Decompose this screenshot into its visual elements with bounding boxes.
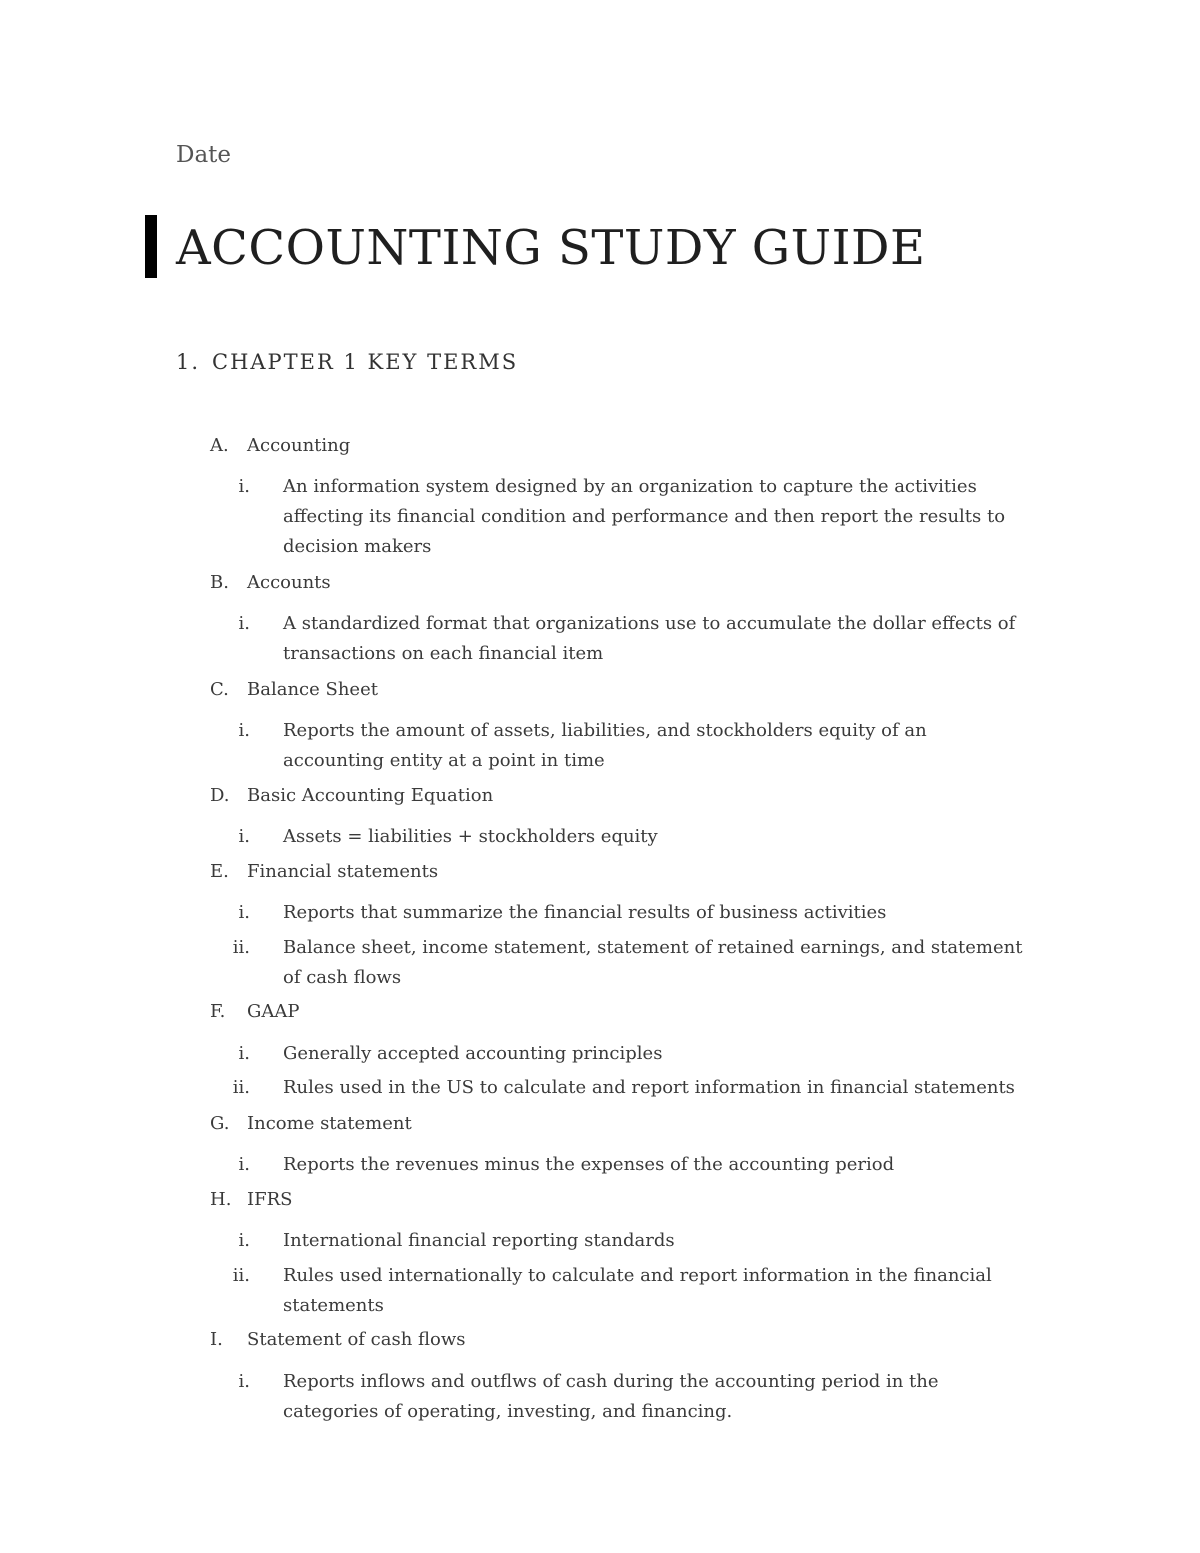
chapter-title: CHAPTER 1 KEY TERMS	[212, 350, 519, 374]
term-item	[210, 997, 300, 1027]
definition-item	[226, 609, 1026, 669]
term-label: Balance Sheet	[247, 679, 378, 700]
definition-item	[226, 898, 1026, 928]
definition-item	[226, 933, 1026, 993]
title-accent-bar	[145, 215, 157, 278]
definition-text: Balance sheet, income statement, statement of retained earnings, and statement of cash flows	[283, 937, 1023, 988]
definition-number: i.	[238, 613, 250, 634]
term-letter: A.	[210, 435, 229, 456]
definition-text: Rules used internationally to calculate and report information in the financial statements	[283, 1265, 992, 1316]
term-letter: C.	[210, 679, 229, 700]
term-item	[210, 1185, 292, 1215]
term-label: Accounting	[247, 435, 351, 456]
term-label: Basic Accounting Equation	[247, 785, 494, 806]
definition-number: i.	[238, 1154, 250, 1175]
definition-text: A standardized format that organizations use to accumulate the dollar effects of transactions on each financial item	[283, 613, 1016, 664]
chapter-heading	[176, 350, 518, 374]
definition-number: i.	[238, 476, 250, 497]
term-letter: D.	[210, 785, 230, 806]
document-title: ACCOUNTING STUDY GUIDE	[176, 220, 926, 276]
term-letter: H.	[210, 1189, 232, 1210]
definition-item	[226, 822, 1026, 852]
definition-item	[226, 1073, 1026, 1103]
term-label: IFRS	[247, 1189, 293, 1210]
term-letter: G.	[210, 1113, 230, 1134]
definition-text: Reports the revenues minus the expenses of the accounting period	[283, 1154, 895, 1175]
definition-text: Rules used in the US to calculate and report information in financial statements	[283, 1077, 1015, 1098]
term-item	[210, 781, 493, 811]
definition-item	[226, 1261, 1026, 1321]
term-label: Financial statements	[247, 861, 439, 882]
definition-text: Assets = liabilities + stockholders equity	[283, 826, 658, 847]
term-item	[210, 568, 331, 598]
term-label: Accounts	[247, 572, 331, 593]
definition-number: i.	[238, 1371, 250, 1392]
term-letter: E.	[210, 861, 229, 882]
definition-text: International financial reporting standards	[283, 1230, 675, 1251]
term-item	[210, 1109, 412, 1139]
term-label: Income statement	[247, 1113, 412, 1134]
term-label: Statement of cash flows	[247, 1329, 466, 1350]
definition-number: i.	[238, 902, 250, 923]
definition-text: Reports inflows and outflws of cash during the accounting period in the categories of operating, investing, and financing.	[283, 1371, 939, 1422]
definition-text: An information system designed by an organization to capture the activities affecting its financial condition and performance and then report the results to decision makers	[283, 476, 1006, 557]
definition-number: i.	[238, 826, 250, 847]
definition-text: Generally accepted accounting principles	[283, 1043, 663, 1064]
definition-item	[226, 1150, 1026, 1180]
term-letter: I.	[210, 1329, 223, 1350]
definition-text: Reports the amount of assets, liabilities, and stockholders equity of an accounting entity at a point in time	[283, 720, 927, 771]
definition-item	[226, 1367, 1026, 1427]
definition-text: Reports that summarize the financial results of business activities	[283, 902, 887, 923]
term-label: GAAP	[247, 1001, 300, 1022]
definition-item	[226, 1226, 1026, 1256]
chapter-number: 1.	[176, 350, 201, 374]
term-item	[210, 431, 350, 461]
term-item	[210, 857, 438, 887]
term-item	[210, 1325, 466, 1355]
definition-number: i.	[238, 720, 250, 741]
definition-number: ii.	[232, 1077, 250, 1098]
definition-item	[226, 716, 1026, 776]
date-label: Date	[176, 142, 232, 168]
definition-item	[226, 1039, 1026, 1069]
definition-number: ii.	[232, 937, 250, 958]
definition-number: i.	[238, 1043, 250, 1064]
definition-number: i.	[238, 1230, 250, 1251]
definition-item	[226, 472, 1026, 562]
term-item	[210, 675, 378, 705]
term-letter: B.	[210, 572, 229, 593]
definition-number: ii.	[232, 1265, 250, 1286]
term-letter: F.	[210, 1001, 226, 1022]
